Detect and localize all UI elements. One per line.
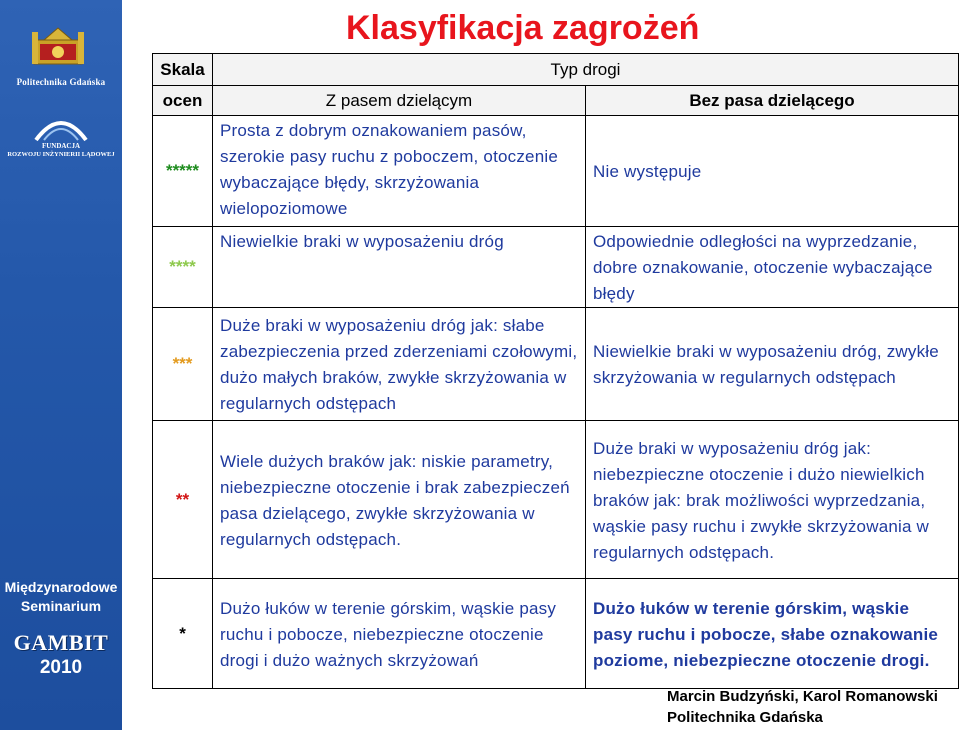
event-year: 2010: [39, 657, 83, 678]
divided-road-description: Wiele dużych braków jak: niskie parametry, niebezpieczne otoczenie i brak zabezpieczeń pasa dzielącego, zwykłe skrzyżowania w regularnych odstępach.: [213, 421, 586, 579]
undivided-road-description: Nie występuje: [586, 116, 959, 227]
seminar-line2: Seminarium: [20, 598, 102, 614]
rating-stars: **: [153, 421, 213, 579]
table-row: [153, 116, 959, 227]
undivided-road-description: Niewielkie braki w wyposażeniu dróg, zwykłe skrzyżowania w regularnych odstępach: [586, 308, 959, 421]
foundation-name-line1: FUNDACJA: [41, 142, 81, 150]
divided-road-description: Duże braki w wyposażeniu dróg jak: słabe zabezpieczenia przed zderzeniami czołowymi, dużo małych braków, zwykłe skrzyżowania w regularnych odstępach: [213, 308, 586, 421]
divided-road-description: Prosta z dobrym oznakowaniem pasów, szerokie pasy ruchu z poboczem, otoczenie wybaczające błędy, skrzyżowania wielopoziomowe: [213, 116, 586, 227]
rating-stars: ***: [153, 308, 213, 421]
seminar-line1: Międzynarodowe: [4, 579, 118, 595]
university-crest-icon: [30, 26, 86, 66]
road-type-header: Typ drogi: [213, 54, 959, 86]
classification-table: [152, 53, 959, 689]
page-title: Klasyfikacja zagrożeń: [346, 9, 700, 47]
foundation-bridge-icon: [34, 112, 88, 142]
scale-header-1: Skala: [153, 54, 213, 86]
table-row: [153, 579, 959, 689]
authors-footer: [667, 686, 938, 728]
divided-road-description: Niewielkie braki w wyposażeniu dróg: [213, 227, 586, 308]
undivided-road-header: Bez pasa dzielącego: [586, 86, 959, 116]
rating-stars: *****: [153, 116, 213, 227]
event-name: GAMBIT: [13, 630, 109, 655]
divided-road-header: Z pasem dzielącym: [213, 86, 586, 116]
authors-names: Marcin Budzyński, Karol Romanowski: [667, 688, 938, 705]
table-row: [153, 421, 959, 579]
scale-header-2: ocen: [153, 86, 213, 116]
table-row: [153, 308, 959, 421]
university-name: Politechnika Gdańska: [16, 77, 106, 87]
undivided-road-description: Odpowiednie odległości na wyprzedzanie, dobre oznakowanie, otoczenie wybaczające błędy: [586, 227, 959, 308]
rating-stars: *: [153, 579, 213, 689]
undivided-road-description: Dużo łuków w terenie górskim, wąskie pasy ruchu i pobocze, słabe oznakowanie poziome, niebezpieczne otoczenie drogi.: [586, 579, 959, 689]
rating-stars: ****: [153, 227, 213, 308]
authors-institution: Politechnika Gdańska: [667, 709, 823, 726]
undivided-road-description: Duże braki w wyposażeniu dróg jak: niebezpieczne otoczenie i dużo niewielkich braków jak: brak możliwości wyprzedzania, wąskie pasy ruchu i zwykłe skrzyżowania w regularnych odstępach.: [586, 421, 959, 579]
foundation-name-line2: ROZWOJU INŻYNIERII LĄDOWEJ: [7, 151, 115, 158]
divided-road-description: Dużo łuków w terenie górskim, wąskie pasy ruchu i pobocze, niebezpieczne otoczenie drogi i dużo ważnych skrzyżowań: [213, 579, 586, 689]
sidebar: [0, 0, 122, 730]
table-row: [153, 227, 959, 308]
